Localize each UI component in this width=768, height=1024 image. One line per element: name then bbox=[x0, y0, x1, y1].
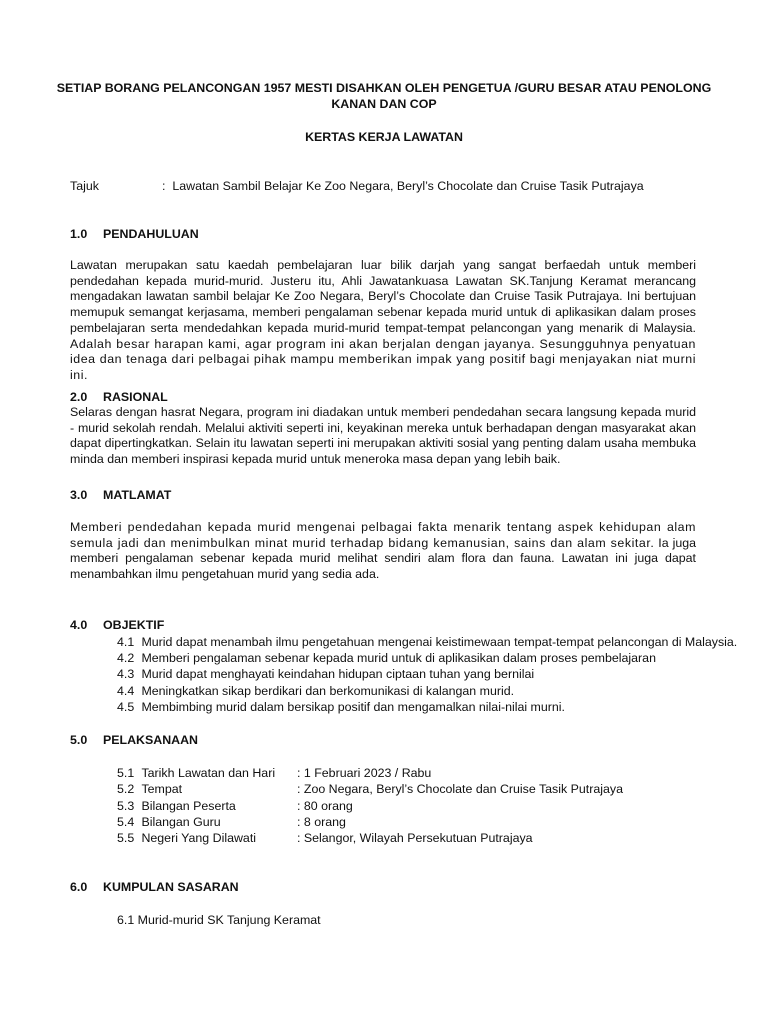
section-heading-kumpulan-sasaran bbox=[70, 880, 239, 895]
list-item bbox=[117, 683, 737, 699]
item-number: 5.2 bbox=[117, 782, 135, 797]
section-heading-pelaksanaan bbox=[70, 733, 198, 748]
document-title: KERTAS KERJA LAWATAN bbox=[305, 130, 463, 144]
section-heading-matlamat bbox=[70, 488, 171, 503]
item-label: Negeri Yang Dilawati bbox=[141, 831, 257, 846]
matlamat-text-a: Memberi pendedahan kepada murid mengenai pelbagai fakta menarik tentang aspek kehidupan alam semula jadi dan menimbulkan minat murid terhadap bidang kemanusian, sains dan alam sekitar. bbox=[70, 520, 696, 550]
pendahuluan-paragraph bbox=[70, 258, 696, 384]
item-label: Tarikh Lawatan dan Hari bbox=[141, 766, 276, 780]
item-number: 5.1 bbox=[117, 766, 135, 780]
table-row bbox=[117, 781, 623, 797]
notice-line-2: KANAN DAN COP bbox=[331, 96, 437, 111]
list-item bbox=[117, 634, 737, 650]
section-title: MATLAMAT bbox=[103, 488, 172, 502]
tajuk-value: Lawatan Sambil Belajar Ke Zoo Negara, Beryl’s Chocolate dan Cruise Tasik Putrajaya bbox=[172, 179, 644, 193]
item-text: Meningkatkan sikap berdikari dan berkomunikasi di kalangan murid. bbox=[141, 683, 515, 698]
section-title: PELAKSANAAN bbox=[103, 733, 198, 747]
section-title: PENDAHULUAN bbox=[103, 227, 199, 241]
item-label: Tempat bbox=[141, 782, 183, 797]
section-number: 4.0 bbox=[70, 618, 88, 632]
section-number: 2.0 bbox=[70, 390, 88, 404]
section-number: 3.0 bbox=[70, 488, 88, 502]
item-text: Memberi pengalaman sebenar kepada murid untuk di aplikasikan dalam proses pembelajaran bbox=[141, 651, 656, 666]
kumpulan-sasaran-item: 6.1 Murid-murid SK Tanjung Keramat bbox=[117, 913, 321, 927]
section-heading-pendahuluan bbox=[70, 227, 199, 242]
item-label: Bilangan Guru bbox=[141, 814, 221, 829]
item-number: 4.4 bbox=[117, 683, 135, 698]
item-number: 5.5 bbox=[117, 831, 135, 846]
list-item bbox=[117, 699, 737, 715]
list-item bbox=[117, 666, 737, 682]
tajuk-label: Tajuk bbox=[70, 179, 99, 193]
item-value: : Zoo Negara, Beryl’s Chocolate dan Cruise Tasik Putrajaya bbox=[297, 782, 623, 797]
table-row bbox=[117, 814, 623, 830]
section-number: 1.0 bbox=[70, 227, 88, 241]
section-heading-objektif bbox=[70, 618, 164, 633]
item-number: 4.3 bbox=[117, 667, 135, 682]
item-text: Murid dapat menambah ilmu pengetahuan mengenai keistimewaan tempat-tempat pelancongan di Malaysia. bbox=[141, 635, 738, 649]
tajuk-row bbox=[70, 179, 99, 194]
section-title: RASIONAL bbox=[103, 390, 168, 404]
objektif-list bbox=[117, 634, 737, 715]
item-number: 4.5 bbox=[117, 699, 135, 714]
item-text: Membimbing murid dalam bersikap positif dan mengamalkan nilai-nilai murni. bbox=[141, 699, 565, 714]
table-row bbox=[117, 798, 623, 814]
item-value: : 1 Februari 2023 / Rabu bbox=[297, 766, 432, 780]
matlamat-text-b: Ia juga memberi pengalaman sebenar kepada murid melihat sendiri alam flora dan fauna. Lawatan ini juga dapat menambahkan ilmu pengetahuan murid yang sedia ada. bbox=[70, 535, 697, 582]
item-value: : 8 orang bbox=[297, 814, 346, 829]
item-number: 4.1 bbox=[117, 635, 135, 649]
table-row bbox=[117, 765, 623, 781]
tajuk-separator: : bbox=[162, 179, 166, 193]
item-label: Bilangan Peserta bbox=[141, 798, 236, 813]
section-number: 6.0 bbox=[70, 880, 88, 894]
pendahuluan-text-a: Lawatan merupakan satu kaedah pembelajaran luar bilik darjah yang sangat berfaedah untuk memberi pendedahan kepada murid-murid. Justeru itu, Ahli Jawatankuasa Lawatan SK.Tanjung Keramat merancang mengadakan lawatan sambil belajar Ke Zoo Negara, Beryl’s Chocolate dan Cruise Tasik Putrajaya. Ini bertujuan memupuk semangat kerjasama, memberi pengalaman sebenar kepada murid untuk di aplikasikan dalam proses pembelajaran serta mendedahkan kepada murid-murid tempat-tempat pelancongan yang menarik di Malaysia. bbox=[70, 258, 696, 335]
rasional-paragraph: Selaras dengan hasrat Negara, program ini diadakan untuk memberi pendedahan secara langsung kepada murid - murid sekolah rendah. Melalui aktiviti seperti ini, keyakinan mereka untuk berhadapan dengan masyarakat akan dapat dipertingkatkan. Selain itu lawatan seperti ini merupakan aktiviti sosial yang penting dalam usaha membuka minda dan memberi inspirasi kepada murid untuk meneroka masa depan yang lebih baik. bbox=[70, 405, 696, 467]
item-value: : 80 orang bbox=[297, 798, 353, 813]
section-title: OBJEKTIF bbox=[103, 618, 165, 632]
notice-heading bbox=[40, 81, 728, 112]
item-value: : Selangor, Wilayah Persekutuan Putrajaya bbox=[297, 831, 533, 846]
pelaksanaan-table bbox=[117, 765, 623, 846]
section-number: 5.0 bbox=[70, 733, 88, 747]
pendahuluan-text-b: Adalah besar harapan kami, agar program ini akan berjalan dengan jayanya. Sesungguhnya penyatuan idea dan tenaga dari pelbagai pihak mampu memberikan impak yang positif bagi menjayakan niat murni ini. bbox=[70, 336, 696, 382]
notice-line-1: SETIAP BORANG PELANCONGAN 1957 MESTI DISAHKAN OLEH PENGETUA /GURU BESAR ATAU PENOLONG bbox=[56, 81, 712, 95]
matlamat-paragraph bbox=[70, 520, 696, 583]
item-number: 5.3 bbox=[117, 798, 135, 813]
section-title: KUMPULAN SASARAN bbox=[103, 880, 239, 894]
item-number: 5.4 bbox=[117, 814, 135, 829]
table-row bbox=[117, 830, 623, 846]
tajuk-value-row bbox=[162, 179, 644, 194]
section-heading-rasional bbox=[70, 390, 168, 405]
item-text: Murid dapat menghayati keindahan hidupan ciptaan tuhan yang bernilai bbox=[141, 667, 535, 682]
item-number: 4.2 bbox=[117, 651, 135, 666]
list-item bbox=[117, 650, 737, 666]
